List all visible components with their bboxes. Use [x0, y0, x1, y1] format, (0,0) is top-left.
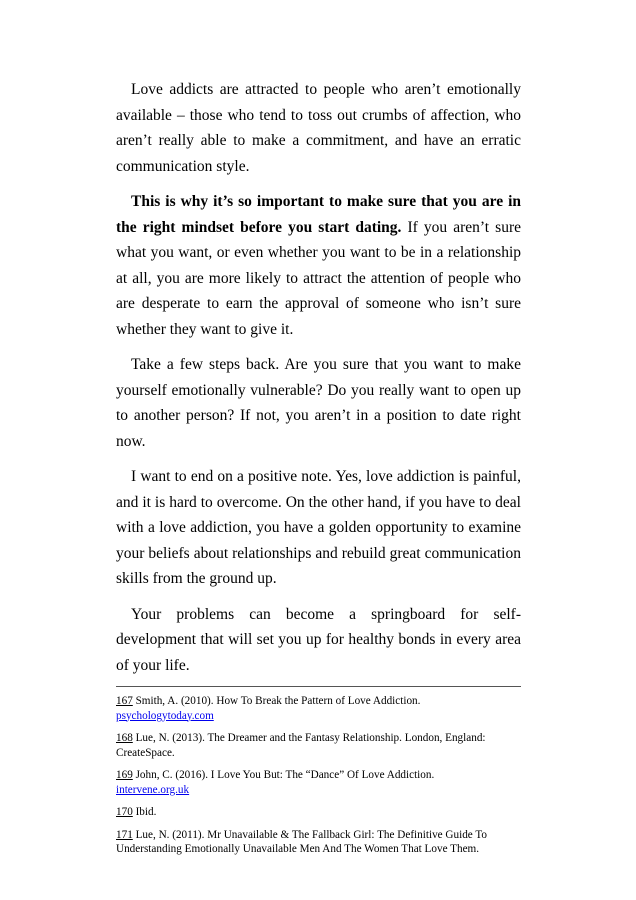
- paragraph: [116, 602, 521, 679]
- document-page: [116, 77, 521, 865]
- footnote-text: John, C. (2016). I Love You But: The “Dance” Of Love Addiction.: [132, 769, 435, 781]
- footnote-number-link[interactable]: 171: [116, 828, 133, 841]
- footnote-divider: [116, 686, 521, 687]
- footnote-number-link[interactable]: 169: [116, 769, 133, 781]
- paragraph-text: Take a few steps back. Are you sure that you want to make yourself emotionally vulnerable? Do you really want to open up to another person? If not, you aren’t in a position to date right now.: [116, 356, 521, 450]
- footnote-source-link[interactable]: psychologytoday.com: [116, 709, 214, 722]
- footnote: [116, 731, 521, 760]
- footnote: [116, 828, 521, 857]
- footnote-number-link[interactable]: 168: [116, 732, 133, 744]
- paragraph-text: If you aren’t sure what you want, or even whether you want to be in a relationship at all, you are more likely to attract the attention of people who are desperate to earn the approval of someone who isn’t sure whether they want to give it.: [116, 218, 521, 338]
- footnote: [116, 805, 521, 820]
- footnote-source-link[interactable]: intervene.org.uk: [116, 783, 190, 796]
- footnote-number-link[interactable]: 170: [116, 806, 133, 818]
- footnote-text: Lue, N. (2013). The Dreamer and the Fantasy Relationship. London, England: CreateSpace.: [116, 732, 486, 759]
- footnotes: [116, 694, 521, 857]
- paragraph-bold-lead: This is why it’s so important to make sure that you are in the right mindset before you start dating.: [116, 193, 521, 236]
- footnote-number-link[interactable]: 167: [116, 695, 133, 707]
- footnote: [116, 694, 521, 723]
- footnote-text: Smith, A. (2010). How To Break the Pattern of Love Addiction.: [132, 695, 421, 707]
- paragraph: [116, 352, 521, 454]
- paragraph: [116, 77, 521, 179]
- paragraph: [116, 464, 521, 592]
- body-text: [116, 77, 521, 678]
- footnote: [116, 768, 521, 797]
- paragraph-text: Love addicts are attracted to people who aren’t emotionally available – those who tend to toss out crumbs of affection, who aren’t really able to make a commitment, and have an erratic communication style.: [116, 81, 521, 175]
- paragraph-text: Your problems can become a springboard for self-development that will set you up for healthy bonds in every area of your life.: [116, 605, 521, 674]
- footnote-text: Ibid.: [132, 806, 157, 818]
- paragraph-text: I want to end on a positive note. Yes, love addiction is painful, and it is hard to overcome. On the other hand, if you have to deal with a love addiction, you have a golden opportunity to examine your beliefs about relationships and rebuild great communication skills from the ground up.: [116, 468, 521, 587]
- paragraph: [116, 189, 521, 342]
- footnote-text: Lue, N. (2011). Mr Unavailable & The Fallback Girl: The Definitive Guide To Understanding Emotionally Unavailable Men And The Women That Love Them.: [116, 828, 488, 855]
